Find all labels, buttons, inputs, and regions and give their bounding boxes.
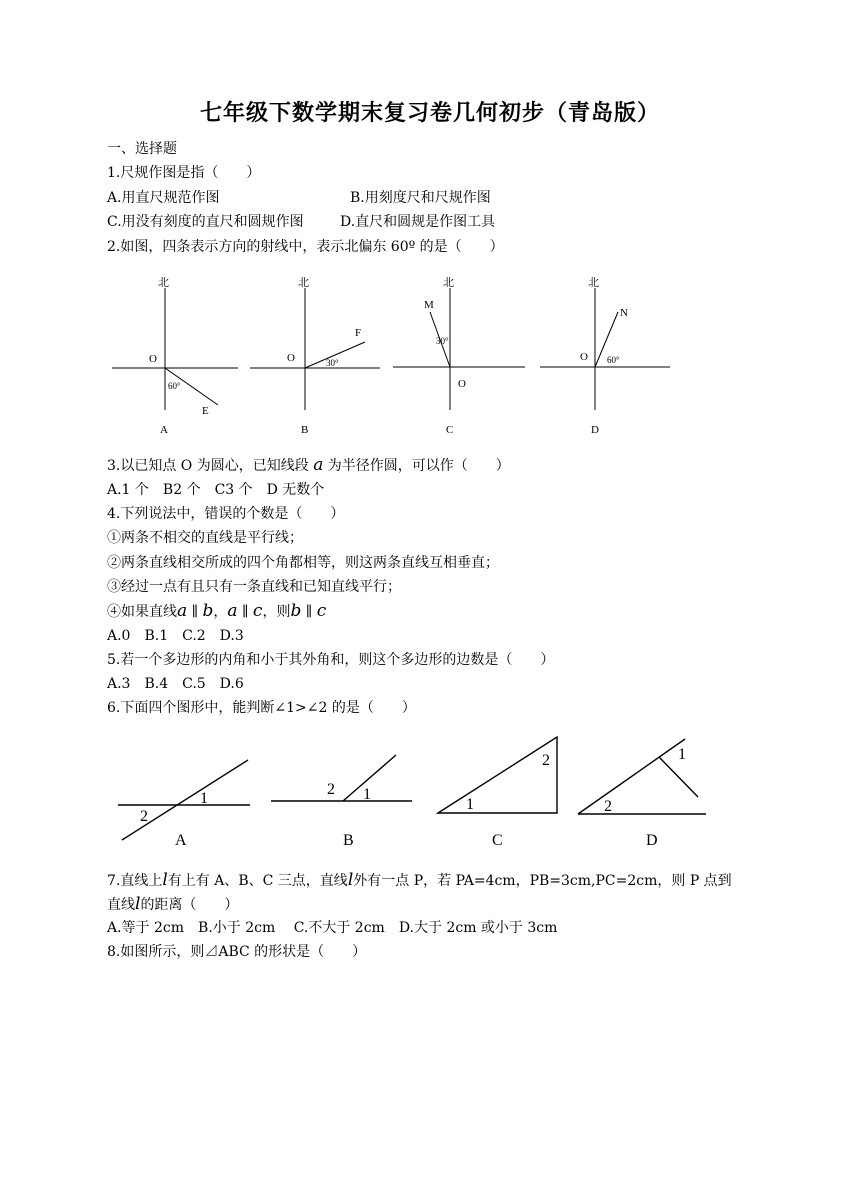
q7-l2: l bbox=[347, 870, 354, 890]
question-1-option-c: C.用没有刻度的直尺和圆规作图 bbox=[107, 214, 304, 230]
fig2-d-angle: 60° bbox=[607, 355, 620, 365]
q4-s4-parallel-1: ∥ bbox=[191, 604, 199, 620]
q4-s4-then: ，则 bbox=[262, 604, 291, 620]
fig6-c-angle-1: 1 bbox=[466, 796, 474, 813]
q7-mid1: 有上有 A、B、C 三点，直线 bbox=[167, 873, 348, 889]
q4-s4-parallel-2: ∥ bbox=[242, 604, 249, 620]
fig2-d-label: D bbox=[591, 424, 599, 436]
q7-pre: 7.直线上 bbox=[107, 873, 163, 889]
question-5-stem: 5.若一个多边形的内角和小于其外角和，则这个多边形的边数是（ ） bbox=[107, 652, 555, 668]
fig2-c-north: 北 bbox=[443, 277, 454, 289]
question-4-statement-2: ②两条直线相交所成的四个角都相等，则这两条直线互相垂直； bbox=[107, 555, 499, 571]
q4-s4-b2: b bbox=[290, 601, 302, 621]
fig2-a-north: 北 bbox=[158, 277, 169, 289]
question-8-stem: 8.如图所示，则⊿ABC 的形状是（ ） bbox=[107, 944, 367, 960]
question-4-stem: 4.下列说法中，错误的个数是（ ） bbox=[107, 506, 345, 522]
fig2-c-ray-label: M bbox=[424, 299, 434, 311]
q7-l3: l bbox=[135, 894, 141, 914]
fig6-d-perpendicular bbox=[659, 757, 698, 797]
fig2-a-label: A bbox=[160, 424, 168, 436]
fig6-c-triangle bbox=[438, 737, 557, 813]
question-3-stem bbox=[107, 455, 510, 476]
fig6-d-angle-2: 2 bbox=[604, 798, 612, 815]
q4-s4-pre: ④如果直线 bbox=[107, 604, 177, 620]
question-1-option-a: A.用直尺规范作图 bbox=[107, 190, 220, 206]
question-2-figure bbox=[100, 270, 690, 440]
question-1-option-b: B.用刻度尺和尺规作图 bbox=[350, 190, 491, 206]
fig2-c-origin: O bbox=[458, 378, 466, 390]
fig6-a-label: A bbox=[175, 832, 187, 849]
question-5-options: A.3 B.4 C.5 D.6 bbox=[107, 676, 244, 692]
fig2-b-north: 北 bbox=[298, 277, 309, 289]
q4-s4-parallel-3: ∥ bbox=[305, 604, 313, 620]
q4-s4-a: a bbox=[177, 601, 188, 621]
fig2-d-ray-label: N bbox=[620, 307, 628, 319]
fig6-a-angle-1: 1 bbox=[200, 790, 208, 807]
fig6-b-angle-1: 1 bbox=[363, 786, 371, 803]
question-7-options: A.等于 2cm B.小于 2cm C.不大于 2cm D.大于 2cm 或小于 3cm bbox=[107, 920, 558, 936]
question-4-statement-4 bbox=[107, 601, 326, 622]
question-4-statement-1: ①两条不相交的直线是平行线； bbox=[107, 530, 303, 546]
question-1-option-d: D.直尺和圆规是作图工具 bbox=[340, 214, 496, 230]
question-6-stem: 6.下面四个图形中，能判断∠1>∠2 的是（ ） bbox=[107, 700, 416, 716]
fig2-a-angle: 60° bbox=[168, 381, 181, 391]
question-3-options: A.1 个 B2 个 C3 个 D 无数个 bbox=[107, 482, 325, 498]
fig6-b-label: B bbox=[343, 832, 354, 849]
fig6-a-angle-2: 2 bbox=[140, 808, 148, 825]
fig2-b-label: B bbox=[301, 424, 309, 436]
fig2-d-north: 北 bbox=[588, 277, 599, 289]
q4-s4-c: c bbox=[252, 601, 263, 621]
question-6-figure bbox=[108, 725, 718, 855]
fig6-c-angle-2: 2 bbox=[542, 752, 550, 769]
page-title: 七年级下数学期末复习卷几何初步（青岛版） bbox=[199, 100, 660, 126]
fig6-b-angle-2: 2 bbox=[327, 781, 335, 798]
fig2-c-label: C bbox=[446, 424, 454, 436]
fig6-a-transversal bbox=[122, 760, 248, 840]
fig2-b-origin: O bbox=[287, 352, 295, 364]
q7-l1: l bbox=[162, 870, 168, 890]
question-3-stem-post: 为半径作圆，可以作（ ） bbox=[327, 458, 510, 474]
fig2-c-angle: 30° bbox=[436, 336, 449, 346]
question-4-statement-3: ③经过一点有且只有一条直线和已知直线平行； bbox=[107, 579, 401, 595]
q4-s4-a2: a bbox=[227, 601, 238, 621]
fig2-a-origin: O bbox=[149, 353, 157, 365]
fig2-b-angle: 30° bbox=[326, 358, 339, 368]
q4-s4-b: b bbox=[202, 601, 214, 621]
fig2-d-origin: O bbox=[580, 351, 588, 363]
fig6-d-angle-1: 1 bbox=[678, 746, 686, 763]
fig6-d-hypotenuse bbox=[578, 739, 685, 814]
fig2-b-ray-label: F bbox=[355, 327, 362, 339]
question-7-line-2 bbox=[107, 894, 238, 915]
fig6-c-label: C bbox=[492, 832, 503, 849]
question-3-variable: a bbox=[313, 455, 324, 475]
question-7-line-1 bbox=[107, 870, 732, 891]
q7-mid2: 外有一点 P，若 PA=4cm，PB=3cm,PC=2cm，则 P 点到 bbox=[353, 873, 732, 889]
question-2-stem: 2.如图，四条表示方向的射线中，表示北偏东 60º 的是（ ） bbox=[107, 239, 504, 255]
fig6-d-label: D bbox=[646, 832, 658, 849]
q4-s4-comma: ， bbox=[213, 604, 228, 620]
q7-line2-pre: 直线 bbox=[107, 897, 135, 913]
q7-line2-post: 的距离（ ） bbox=[140, 897, 239, 913]
section-heading: 一、选择题 bbox=[107, 141, 177, 157]
fig2-a-ray-label: E bbox=[202, 405, 209, 417]
question-4-options: A.0 B.1 C.2 D.3 bbox=[107, 628, 244, 644]
question-3-stem-pre: 3.以已知点 O 为圆心，已知线段 bbox=[107, 458, 309, 474]
question-1-stem: 1.尺规作图是指（ ） bbox=[107, 165, 261, 181]
q4-s4-c2: c bbox=[316, 601, 327, 621]
